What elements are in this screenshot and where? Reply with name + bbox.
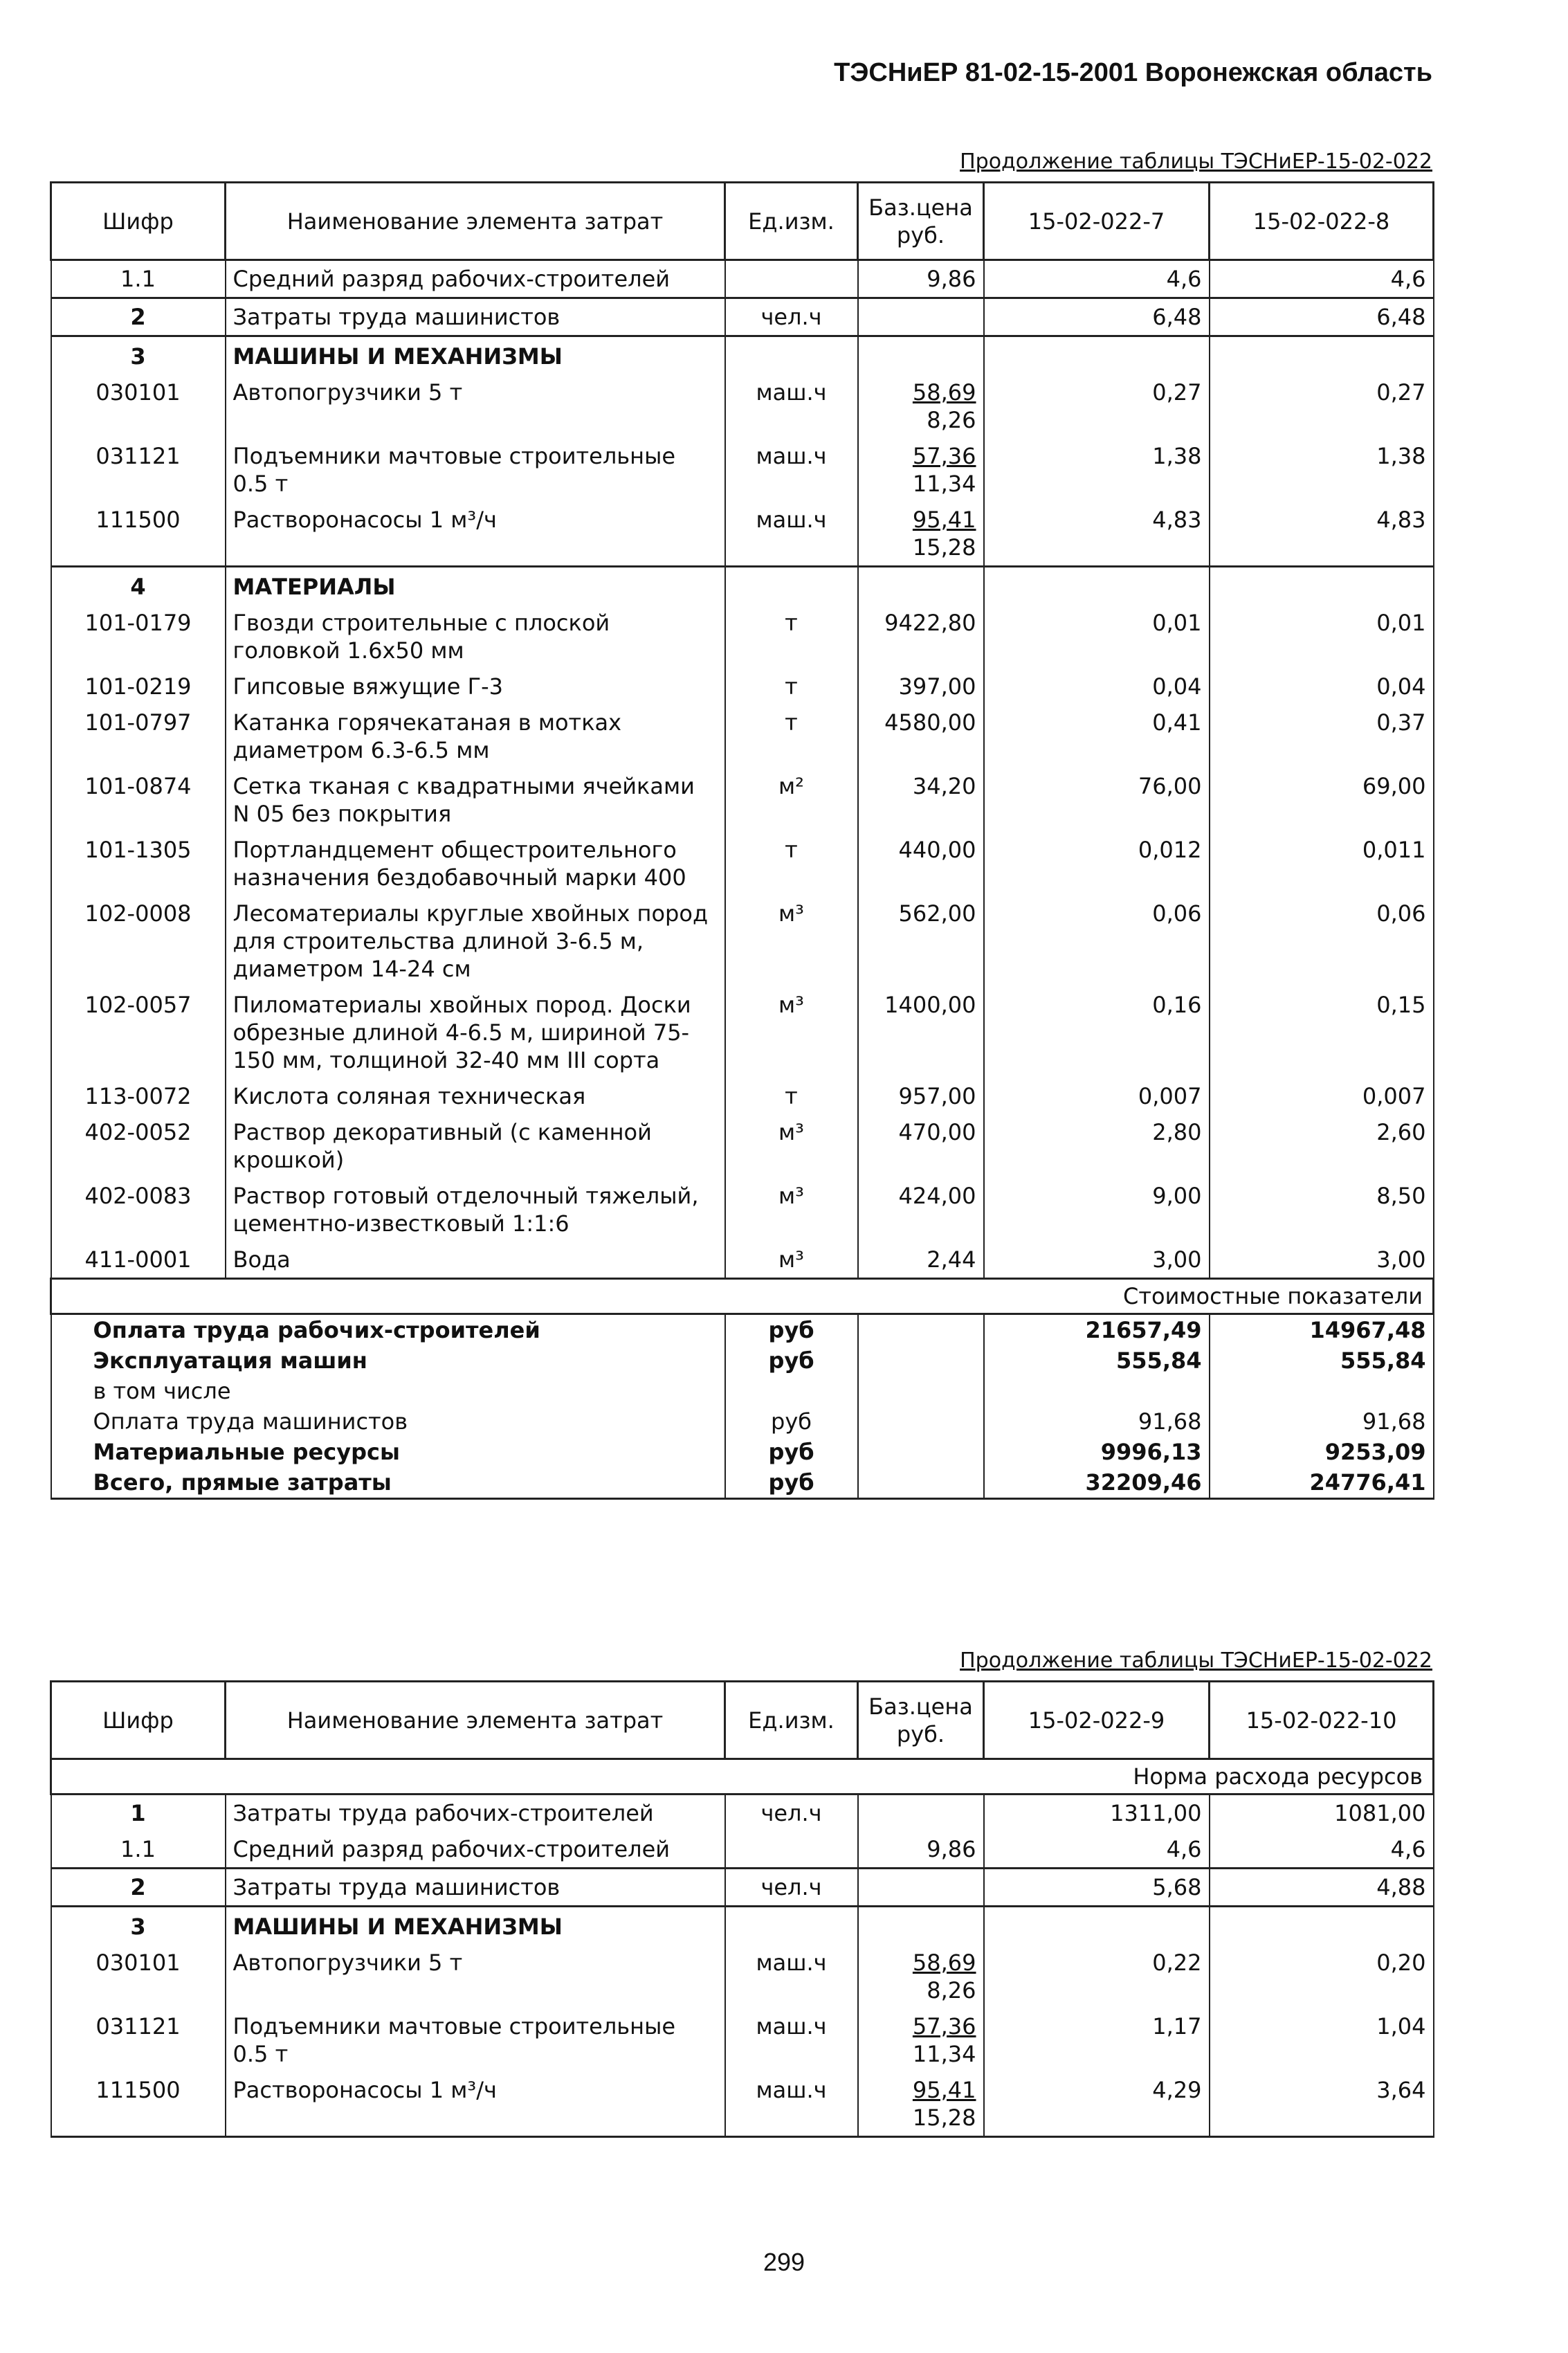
table2-caption: Продолжение таблицы ТЭСНиЕР-15-02-022 [960,1648,1432,1673]
resource-name: Средний разряд рабочих-строителей [226,1831,725,1869]
resource-unit: чел.ч [725,1869,858,1907]
norm-value: 2,60 [1210,1114,1434,1178]
resource-code: 402-0052 [51,1114,226,1178]
table-row [51,298,1434,336]
cost-value: 24776,41 [1210,1467,1434,1499]
resource-code: 030101 [51,374,226,438]
resource-code: 111500 [51,502,226,567]
norm-band [51,1759,1434,1795]
column-header-base-price: Баз.цена руб. [858,183,984,260]
norm-value: 9,00 [984,1178,1210,1242]
norm-value: 6,48 [1210,298,1434,336]
base-price-pair [858,2072,984,2137]
resource-code: 2 [51,298,226,336]
column-header-base-price: Баз.цена руб. [858,1682,984,1759]
section-number: 3 [51,1907,226,1945]
resource-name: Затраты труда рабочих-строителей [226,1795,725,1832]
resource-unit: м² [725,768,858,832]
empty-cell [725,1907,858,1945]
norm-value: 76,00 [984,768,1210,832]
base-price: 2,44 [858,1242,984,1279]
machine-row [51,1945,1434,2008]
column-header-name: Наименование элемента затрат [226,1682,725,1759]
column-header-norm-9: 15-02-022-9 [984,1682,1210,1759]
norm-value: 4,6 [1210,1831,1434,1869]
resource-code: 1 [51,1795,226,1832]
resource-name: Гвозди строительные с плоской головкой 1.6х50 мм [226,605,725,669]
base-price-pair [858,1945,984,2008]
base-price: 9,86 [858,1831,984,1869]
resource-unit: м³ [725,1178,858,1242]
resource-name: Катанка горячекатаная в мотках диаметром 6.3-6.5 мм [226,705,725,768]
norm-value: 4,6 [984,1831,1210,1869]
column-header-norm-10: 15-02-022-10 [1210,1682,1434,1759]
norm-value: 4,88 [1210,1869,1434,1907]
resource-unit: т [725,669,858,705]
norm-value: 0,007 [984,1078,1210,1114]
table-row [51,832,1434,896]
base-price: 470,00 [858,1114,984,1178]
cost-value [984,1376,1210,1406]
norm-value: 0,01 [984,605,1210,669]
base-price: 424,00 [858,1178,984,1242]
resource-name: Растворонасосы 1 м³/ч [226,502,725,567]
machine-row [51,438,1434,502]
empty-cell [858,1345,984,1376]
resource-code: 031121 [51,438,226,502]
cost-name: Эксплуатация машин [51,1345,725,1376]
cost-row [51,1314,1434,1346]
resource-unit: чел.ч [725,298,858,336]
resource-name: Лесоматериалы круглые хвойных пород для строительства длиной 3-6.5 м, диаметром 14-24 см [226,896,725,987]
cost-value: 21657,49 [984,1314,1210,1346]
resource-name: Вода [226,1242,725,1279]
section-title: МАТЕРИАЛЫ [226,567,725,606]
base-price-pair [858,2008,984,2072]
resource-unit: маш.ч [725,502,858,567]
machine-row [51,2072,1434,2137]
machine-price: 95,41 [912,2077,976,2103]
resource-unit: м³ [725,896,858,987]
norm-value: 0,41 [984,705,1210,768]
norm-value: 0,011 [1210,832,1434,896]
cost-value: 91,68 [984,1406,1210,1437]
norm-value: 0,27 [1210,374,1434,438]
base-price [858,1795,984,1832]
cost-row [51,1376,1434,1406]
resource-unit [725,260,858,298]
table-row [51,260,1434,298]
resource-name: Затраты труда машинистов [226,1869,725,1907]
table1-caption: Продолжение таблицы ТЭСНиЕР-15-02-022 [960,149,1432,174]
cost-unit: руб [725,1406,858,1437]
machine-row [51,2008,1434,2072]
resource-code: 1.1 [51,260,226,298]
operator-wage: 11,34 [912,471,976,497]
base-price: 397,00 [858,669,984,705]
norm-value: 4,29 [984,2072,1210,2137]
resource-unit: маш.ч [725,438,858,502]
norm-value: 3,64 [1210,2072,1434,2137]
base-price-pair [858,502,984,567]
table1-header-row [51,183,1434,260]
column-header-norm-8: 15-02-022-8 [1210,183,1434,260]
norm-value: 0,27 [984,374,1210,438]
table-row [51,1795,1434,1832]
cost-row [51,1345,1434,1376]
table-row [51,1242,1434,1279]
base-price: 440,00 [858,832,984,896]
column-header-code: Шифр [51,1682,226,1759]
table2-header-row [51,1682,1434,1759]
resource-unit: маш.ч [725,374,858,438]
cost-name: Оплата труда машинистов [51,1406,725,1437]
cost-value: 91,68 [1210,1406,1434,1437]
norm-value: 1,38 [1210,438,1434,502]
resource-code: 402-0083 [51,1178,226,1242]
resource-name: Автопогрузчики 5 т [226,374,725,438]
table1-body [51,260,1434,1499]
column-header-name: Наименование элемента затрат [226,183,725,260]
table-row [51,987,1434,1078]
resource-code: 031121 [51,2008,226,2072]
empty-cell [858,1437,984,1467]
table2-body [51,1759,1434,2137]
machine-price: 57,36 [912,443,976,469]
resource-unit [725,1831,858,1869]
section-title: МАШИНЫ И МЕХАНИЗМЫ [226,1907,725,1945]
cost-name: Всего, прямые затраты [51,1467,725,1499]
empty-cell [858,1467,984,1499]
column-header-unit: Ед.изм. [725,183,858,260]
resource-name: Средний разряд рабочих-строителей [226,260,725,298]
norm-value: 0,012 [984,832,1210,896]
resource-table-1 [50,181,1434,1500]
empty-cell [858,1406,984,1437]
norm-value: 5,68 [984,1869,1210,1907]
cost-name: Материальные ресурсы [51,1437,725,1467]
resource-code: 2 [51,1869,226,1907]
resource-name: Сетка тканая с квадратными ячейками N 05 без покрытия [226,768,725,832]
base-price: 9422,80 [858,605,984,669]
cost-row [51,1406,1434,1437]
table-row [51,1869,1434,1907]
norm-value: 3,00 [984,1242,1210,1279]
cost-unit [725,1376,858,1406]
norm-value: 0,01 [1210,605,1434,669]
table-row [51,605,1434,669]
column-header-code: Шифр [51,183,226,260]
base-price: 4580,00 [858,705,984,768]
table-row [51,669,1434,705]
norm-value: 0,04 [1210,669,1434,705]
resource-name: Раствор готовый отделочный тяжелый, цементно-известковый 1:1:6 [226,1178,725,1242]
resource-name: Кислота соляная техническая [226,1078,725,1114]
operator-wage: 8,26 [927,407,976,433]
empty-cell [725,336,858,375]
cost-band [51,1279,1434,1314]
cost-value: 32209,46 [984,1467,1210,1499]
base-price [858,298,984,336]
cost-value: 14967,48 [1210,1314,1434,1346]
cost-value: 9996,13 [984,1437,1210,1467]
resource-name: Подъемники мачтовые строительные 0.5 т [226,438,725,502]
column-header-unit: Ед.изм. [725,1682,858,1759]
table-row [51,1178,1434,1242]
cost-name: Оплата труда рабочих-строителей [51,1314,725,1346]
norm-value: 4,83 [984,502,1210,567]
base-price: 562,00 [858,896,984,987]
resource-unit: маш.ч [725,1945,858,2008]
resource-code: 1.1 [51,1831,226,1869]
norm-value: 2,80 [984,1114,1210,1178]
norm-value: 4,6 [984,260,1210,298]
operator-wage: 15,28 [912,534,976,561]
table-row [51,1114,1434,1178]
machine-row [51,374,1434,438]
cost-row [51,1437,1434,1467]
norm-value: 1,38 [984,438,1210,502]
norm-value: 4,6 [1210,260,1434,298]
empty-cell [984,1907,1210,1945]
table-row [51,896,1434,987]
resource-code: 101-0874 [51,768,226,832]
empty-cell [1210,1907,1434,1945]
norm-value: 1,17 [984,2008,1210,2072]
cost-value [1210,1376,1434,1406]
section-row [51,336,1434,375]
resource-unit: м³ [725,1242,858,1279]
norm-value: 0,20 [1210,1945,1434,2008]
base-price: 9,86 [858,260,984,298]
machine-price: 57,36 [912,2013,976,2039]
base-price-pair [858,438,984,502]
resource-code: 111500 [51,2072,226,2137]
norm-value: 8,50 [1210,1178,1434,1242]
norm-value: 0,22 [984,1945,1210,2008]
cost-name: в том числе [51,1376,725,1406]
cost-row [51,1467,1434,1499]
norm-value: 1081,00 [1210,1795,1434,1832]
section-title: МАШИНЫ И МЕХАНИЗМЫ [226,336,725,375]
table-row [51,1831,1434,1869]
operator-wage: 11,34 [912,2041,976,2067]
norm-value: 0,007 [1210,1078,1434,1114]
section-number: 3 [51,336,226,375]
cost-band-label: Стоимостные показатели [51,1279,1434,1314]
resource-unit: т [725,832,858,896]
resource-name: Автопогрузчики 5 т [226,1945,725,2008]
resource-unit: маш.ч [725,2072,858,2137]
resource-unit: т [725,705,858,768]
empty-cell [858,1907,984,1945]
norm-value: 0,16 [984,987,1210,1078]
resource-name: Раствор декоративный (с каменной крошкой) [226,1114,725,1178]
resource-table-2 [50,1680,1434,2138]
norm-value: 69,00 [1210,768,1434,832]
operator-wage: 15,28 [912,2105,976,2131]
resource-name: Подъемники мачтовые строительные 0.5 т [226,2008,725,2072]
norm-value: 0,37 [1210,705,1434,768]
empty-cell [984,336,1210,375]
resource-code: 113-0072 [51,1078,226,1114]
resource-code: 030101 [51,1945,226,2008]
table-row [51,1078,1434,1114]
base-price-pair [858,374,984,438]
resource-unit: м³ [725,987,858,1078]
section-row [51,1907,1434,1945]
resource-name: Затраты труда машинистов [226,298,725,336]
machine-row [51,502,1434,567]
empty-cell [984,567,1210,606]
page-number: 299 [763,2248,805,2276]
base-price [858,1869,984,1907]
base-price: 34,20 [858,768,984,832]
cost-unit: руб [725,1437,858,1467]
resource-unit: м³ [725,1114,858,1178]
machine-price: 58,69 [912,1950,976,1976]
resource-name: Портландцемент общестроительного назначения бездобавочный марки 400 [226,832,725,896]
cost-value: 9253,09 [1210,1437,1434,1467]
resource-name: Гипсовые вяжущие Г-3 [226,669,725,705]
cost-value: 555,84 [1210,1345,1434,1376]
base-price: 1400,00 [858,987,984,1078]
empty-cell [858,336,984,375]
empty-cell [858,1376,984,1406]
norm-value: 0,15 [1210,987,1434,1078]
resource-unit: маш.ч [725,2008,858,2072]
empty-cell [858,567,984,606]
cost-unit: руб [725,1314,858,1346]
norm-value: 0,06 [1210,896,1434,987]
resource-code: 101-0797 [51,705,226,768]
operator-wage: 8,26 [927,1977,976,2004]
cost-value: 555,84 [984,1345,1210,1376]
resource-name: Пиломатериалы хвойных пород. Доски обрезные длиной 4-6.5 м, шириной 75-150 мм, толщиной 32-40 мм III сорта [226,987,725,1078]
empty-cell [725,567,858,606]
resource-name: Растворонасосы 1 м³/ч [226,2072,725,2137]
table-row [51,705,1434,768]
norm-value: 0,04 [984,669,1210,705]
norm-value: 4,83 [1210,502,1434,567]
resource-code: 101-0179 [51,605,226,669]
resource-code: 102-0008 [51,896,226,987]
resource-unit: т [725,605,858,669]
section-number: 4 [51,567,226,606]
norm-value: 0,06 [984,896,1210,987]
resource-code: 101-0219 [51,669,226,705]
cost-unit: руб [725,1467,858,1499]
resource-code: 101-1305 [51,832,226,896]
machine-price: 95,41 [912,507,976,533]
resource-code: 102-0057 [51,987,226,1078]
base-price: 957,00 [858,1078,984,1114]
norm-band-label: Норма расхода ресурсов [51,1759,1434,1795]
column-header-norm-7: 15-02-022-7 [984,183,1210,260]
empty-cell [1210,567,1434,606]
resource-unit: чел.ч [725,1795,858,1832]
norm-value: 6,48 [984,298,1210,336]
empty-cell [1210,336,1434,375]
table-row [51,768,1434,832]
section-row [51,567,1434,606]
norm-value: 1,04 [1210,2008,1434,2072]
resource-code: 411-0001 [51,1242,226,1279]
empty-cell [858,1314,984,1346]
cost-unit: руб [725,1345,858,1376]
machine-price: 58,69 [912,379,976,406]
norm-value: 1311,00 [984,1795,1210,1832]
resource-unit: т [725,1078,858,1114]
norm-value: 3,00 [1210,1242,1434,1279]
document-header: ТЭСНиЕР 81-02-15-2001 Воронежская область [834,58,1432,87]
